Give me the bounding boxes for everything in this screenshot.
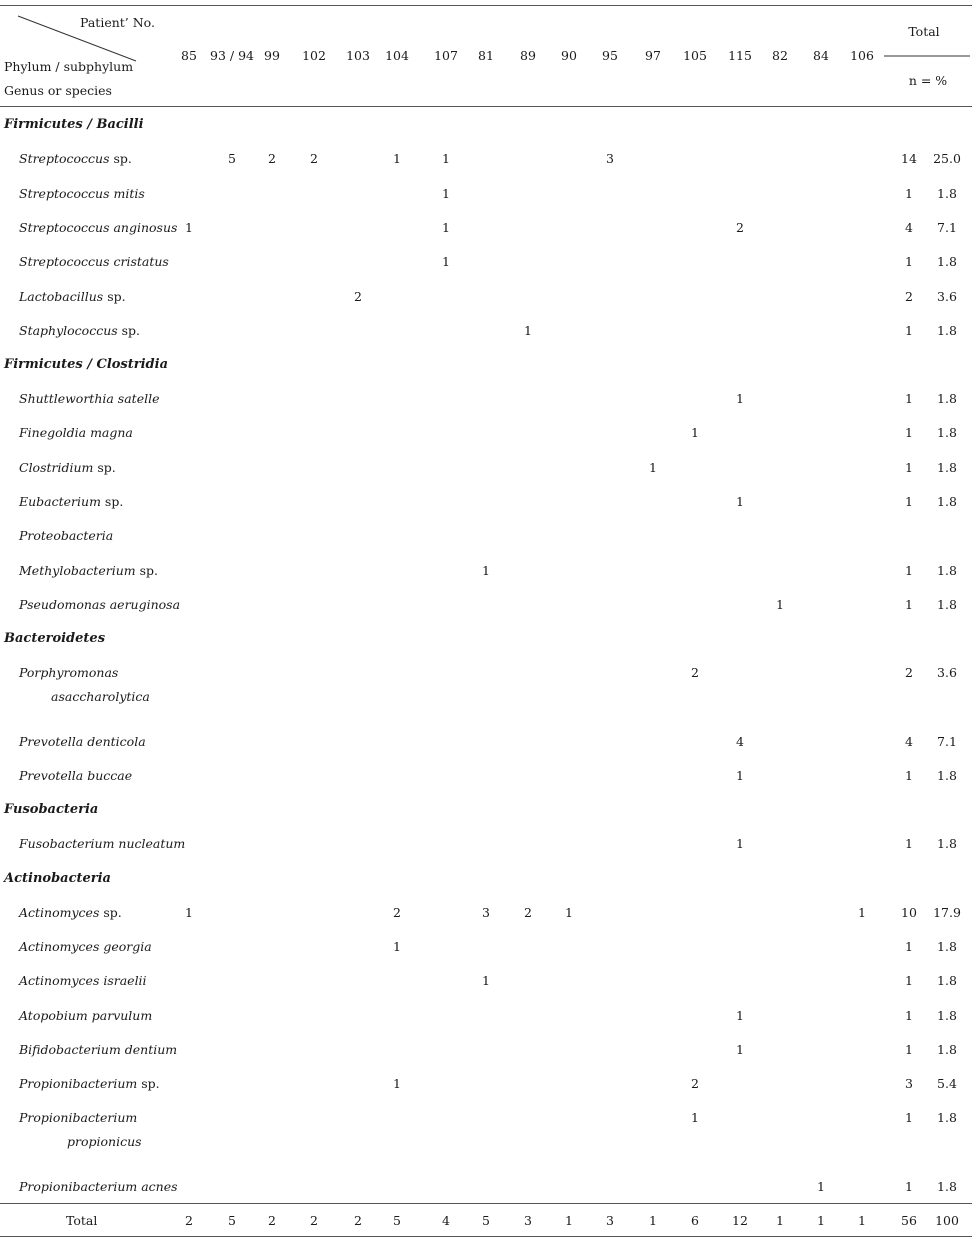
count-cell: 1 [649, 460, 657, 475]
total-percent-cell: 1.8 [937, 1008, 957, 1023]
total-n-cell: 1 [905, 973, 913, 988]
species-suffix: sp. [100, 494, 124, 509]
count-cell: 1 [482, 973, 490, 988]
total-percent-cell: 1.8 [937, 460, 957, 475]
species-name-text: Prevotella denticola [19, 734, 146, 749]
total-n-cell: 1 [905, 563, 913, 578]
species-name-text: Actinomyces israelii [19, 973, 147, 988]
grand-total-percent: 100 [935, 1213, 959, 1228]
total-count-cell: 2 [310, 1213, 318, 1228]
count-cell: 1 [185, 905, 193, 920]
total-row-label: Total [66, 1213, 98, 1228]
phylum-label: Bacteroidetes [4, 631, 106, 646]
total-n-cell: 1 [905, 1179, 913, 1194]
species-name-text: Shuttleworthia satelle [19, 391, 160, 406]
species-name-continued: propionicus [67, 1134, 142, 1149]
total-count-cell: 12 [732, 1213, 748, 1228]
total-n-cell: 1 [905, 391, 913, 406]
total-count-cell: 3 [606, 1213, 614, 1228]
count-cell: 2 [524, 905, 532, 920]
patient-number-13: 115 [728, 48, 752, 63]
genus-species-label: Genus or species [4, 83, 112, 98]
total-count-cell: 2 [268, 1213, 276, 1228]
count-cell: 3 [482, 905, 490, 920]
species-name [19, 597, 180, 613]
total-count-cell: 6 [691, 1213, 699, 1228]
patient-number-3: 102 [302, 48, 326, 63]
count-cell: 2 [268, 151, 276, 166]
total-n-cell: 1 [905, 186, 913, 201]
total-percent-cell: 1.8 [937, 1110, 957, 1125]
total-count-cell: 1 [776, 1213, 784, 1228]
species-name [19, 391, 160, 407]
count-cell: 1 [442, 151, 450, 166]
species-name-continued: asaccharolytica [51, 689, 150, 704]
total-n-cell: 1 [905, 254, 913, 269]
species-name-text: Actinomyces georgia [19, 939, 152, 954]
count-cell: 1 [185, 220, 193, 235]
species-suffix: sp. [103, 289, 126, 304]
count-cell: 1 [736, 1008, 744, 1023]
count-cell: 1 [393, 151, 401, 166]
total-n-cell: 2 [905, 665, 913, 680]
count-cell: 1 [736, 1042, 744, 1057]
count-cell: 1 [736, 768, 744, 783]
header-bottom-rule [0, 106, 972, 107]
patient-number-14: 82 [772, 48, 788, 63]
species-name-text: Streptococcus anginosus [19, 220, 178, 235]
total-n-cell: 2 [905, 289, 913, 304]
species-name-text: Staphylococcus [19, 323, 118, 338]
total-count-cell: 4 [442, 1213, 450, 1228]
count-cell: 1 [524, 323, 532, 338]
total-percent-cell: 1.8 [937, 973, 957, 988]
total-percent-cell: 1.8 [937, 768, 957, 783]
total-n-cell: 4 [905, 220, 913, 235]
count-cell: 2 [736, 220, 744, 235]
species-name-text: Lactobacillus [19, 289, 104, 304]
bottom-rule [0, 1236, 972, 1237]
total-percent-cell: 1.8 [937, 939, 957, 954]
total-count-cell: 1 [649, 1213, 657, 1228]
total-percent-cell: 1.8 [937, 254, 957, 269]
species-suffix: sp. [137, 1076, 160, 1091]
count-cell: 1 [691, 425, 699, 440]
count-cell: 2 [354, 289, 362, 304]
total-percent-cell: 1.8 [937, 597, 957, 612]
species-name [19, 186, 145, 202]
species-name-text: Actinomyces [19, 905, 100, 920]
species-suffix: sp. [109, 151, 132, 166]
total-percent-cell: 1.8 [937, 1042, 957, 1057]
count-cell: 5 [228, 151, 236, 166]
species-name [19, 460, 116, 476]
total-percent-cell: 5.4 [937, 1076, 957, 1091]
total-count-cell: 1 [565, 1213, 573, 1228]
species-name [19, 289, 126, 305]
species-name [19, 905, 122, 921]
species-name [19, 323, 140, 339]
patient-number-label: Patient’ No. [80, 15, 155, 30]
species-name-text: Porphyromonas [19, 665, 119, 680]
n-percent-header: n = % [908, 73, 948, 88]
total-percent-cell: 7.1 [937, 734, 957, 749]
total-n-cell: 1 [905, 939, 913, 954]
count-cell: 1 [736, 836, 744, 851]
count-cell: 1 [736, 391, 744, 406]
count-cell: 4 [736, 734, 744, 749]
species-name [19, 1110, 137, 1126]
species-name [19, 973, 147, 989]
count-cell: 1 [442, 254, 450, 269]
patient-number-1: 93 / 94 [210, 48, 254, 63]
species-name [19, 1076, 160, 1092]
species-name-text: Clostridium [19, 460, 94, 475]
count-cell: 1 [482, 563, 490, 578]
species-name-text: Streptococcus mitis [19, 186, 145, 201]
total-percent-cell: 1.8 [937, 323, 957, 338]
species-name-text: Fusobacterium nucleatum [19, 836, 186, 851]
total-count-cell: 3 [524, 1213, 532, 1228]
total-n-cell: 3 [905, 1076, 913, 1091]
species-name-text: Finegoldia magna [19, 425, 133, 440]
species-name-text: Propionibacterium acnes [19, 1179, 178, 1194]
subgroup-label: Proteobacteria [19, 528, 114, 543]
species-name [19, 563, 158, 579]
species-suffix: sp. [99, 905, 122, 920]
patient-number-4: 103 [346, 48, 370, 63]
total-n-cell: 10 [901, 905, 917, 920]
species-name [19, 151, 132, 167]
total-n-cell: 1 [905, 597, 913, 612]
total-top-rule [0, 1203, 972, 1204]
species-name [19, 254, 169, 270]
total-count-cell: 2 [185, 1213, 193, 1228]
phylum-label: Actinobacteria [4, 871, 111, 886]
patient-number-0: 85 [181, 48, 197, 63]
count-cell: 1 [776, 597, 784, 612]
grand-total-n: 56 [901, 1213, 917, 1228]
species-name [19, 836, 185, 852]
species-name-text: Pseudomonas aeruginosa [19, 597, 181, 612]
total-n-cell: 1 [905, 460, 913, 475]
patient-number-12: 105 [683, 48, 707, 63]
species-name [19, 220, 177, 236]
total-percent-cell: 3.6 [937, 289, 957, 304]
total-n-cell: 1 [905, 494, 913, 509]
total-n-cell: 1 [905, 323, 913, 338]
count-cell: 2 [393, 905, 401, 920]
species-name-text: Atopobium parvulum [19, 1008, 153, 1023]
total-percent-cell: 7.1 [937, 220, 957, 235]
patient-number-11: 97 [645, 48, 661, 63]
species-name [19, 425, 133, 441]
total-n-cell: 1 [905, 425, 913, 440]
total-n-cell: 1 [905, 1008, 913, 1023]
total-n-cell: 1 [905, 1042, 913, 1057]
total-percent-cell: 1.8 [937, 186, 957, 201]
patient-number-16: 106 [850, 48, 874, 63]
species-suffix: sp. [93, 460, 116, 475]
patient-number-2: 99 [264, 48, 280, 63]
patient-number-9: 90 [561, 48, 577, 63]
total-percent-cell: 1.8 [937, 425, 957, 440]
total-percent-cell: 1.8 [937, 836, 957, 851]
count-cell: 2 [691, 1076, 699, 1091]
species-name-text: Propionibacterium [19, 1110, 138, 1125]
species-name [19, 939, 152, 955]
count-cell: 2 [310, 151, 318, 166]
patient-number-5: 104 [385, 48, 409, 63]
count-cell: 1 [393, 939, 401, 954]
total-n-cell: 1 [905, 836, 913, 851]
species-name [19, 768, 132, 784]
patient-number-7: 81 [478, 48, 494, 63]
total-header: Total [908, 24, 940, 39]
count-cell: 1 [442, 220, 450, 235]
total-n-cell: 1 [905, 1110, 913, 1125]
species-name-text: Methylobacterium [19, 563, 136, 578]
count-cell: 1 [817, 1179, 825, 1194]
species-suffix: sp. [117, 323, 141, 338]
species-name-text: Bifidobacterium dentium [19, 1042, 178, 1057]
species-name [19, 494, 123, 510]
count-cell: 2 [691, 665, 699, 680]
total-n-cell: 1 [905, 768, 913, 783]
species-name [19, 665, 118, 681]
patient-number-10: 95 [602, 48, 618, 63]
phylum-label: Firmicutes / Clostridia [4, 357, 168, 372]
species-name-text: Propionibacterium [19, 1076, 138, 1091]
total-count-cell: 5 [482, 1213, 490, 1228]
phylum-subphylum-label: Phylum / subphylum [4, 59, 134, 74]
total-count-cell: 2 [354, 1213, 362, 1228]
total-percent-cell: 3.6 [937, 665, 957, 680]
total-count-cell: 5 [393, 1213, 401, 1228]
total-n-cell: 14 [901, 151, 917, 166]
phylum-label: Fusobacteria [4, 802, 99, 817]
species-name-text: Streptococcus [19, 151, 110, 166]
total-n-cell: 4 [905, 734, 913, 749]
count-cell: 3 [606, 151, 614, 166]
total-percent-cell: 17.9 [933, 905, 961, 920]
count-cell: 1 [565, 905, 573, 920]
count-cell: 1 [736, 494, 744, 509]
patient-number-8: 89 [520, 48, 536, 63]
total-percent-cell: 25.0 [933, 151, 961, 166]
total-percent-cell: 1.8 [937, 494, 957, 509]
species-suffix: sp. [135, 563, 158, 578]
species-name-text: Prevotella buccae [19, 768, 133, 783]
species-name [19, 1008, 152, 1024]
total-count-cell: 5 [228, 1213, 236, 1228]
count-cell: 1 [442, 186, 450, 201]
count-cell: 1 [691, 1110, 699, 1125]
total-count-cell: 1 [817, 1213, 825, 1228]
species-name [19, 1042, 177, 1058]
patient-number-6: 107 [434, 48, 458, 63]
total-percent-cell: 1.8 [937, 1179, 957, 1194]
species-name [19, 734, 146, 750]
species-name-text: Eubacterium [19, 494, 101, 509]
total-percent-cell: 1.8 [937, 563, 957, 578]
species-name [19, 1179, 178, 1195]
total-count-cell: 1 [858, 1213, 866, 1228]
count-cell: 1 [858, 905, 866, 920]
count-cell: 1 [393, 1076, 401, 1091]
total-percent-cell: 1.8 [937, 391, 957, 406]
species-name-text: Streptococcus cristatus [19, 254, 169, 269]
patient-number-15: 84 [813, 48, 829, 63]
phylum-label: Firmicutes / Bacilli [4, 117, 144, 132]
